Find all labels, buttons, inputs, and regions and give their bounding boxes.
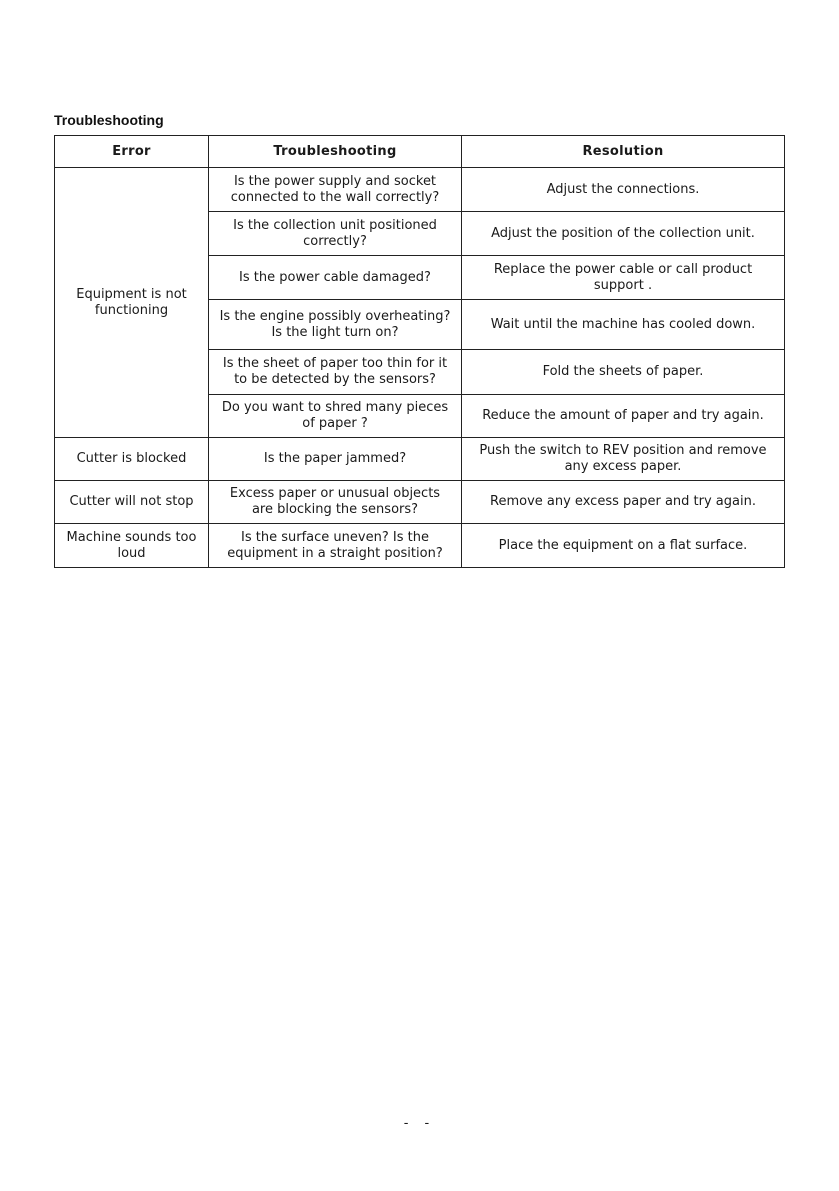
page-number: - - [403, 1116, 436, 1131]
troubleshooting-cell: Is the power supply and socket connected to the wall correctly? [209, 168, 462, 212]
resolution-cell: Replace the power cable or call product support . [462, 256, 785, 300]
table-row [55, 481, 785, 524]
column-header-resolution: Resolution [462, 136, 785, 168]
resolution-cell: Remove any excess paper and try again. [462, 481, 785, 524]
table-row [55, 438, 785, 481]
troubleshooting-cell: Is the sheet of paper too thin for it to be detected by the sensors? [209, 350, 462, 395]
resolution-cell: Adjust the position of the collection unit. [462, 212, 785, 256]
error-cell: Machine sounds too loud [55, 524, 209, 568]
table-header-row [55, 136, 785, 168]
troubleshooting-cell: Excess paper or unusual objects are blocking the sensors? [209, 481, 462, 524]
error-cell: Cutter is blocked [55, 438, 209, 481]
table-row [55, 168, 785, 212]
troubleshooting-cell: Is the power cable damaged? [209, 256, 462, 300]
column-header-troubleshooting: Troubleshooting [209, 136, 462, 168]
troubleshooting-cell: Is the engine possibly overheating? Is the light turn on? [209, 300, 462, 350]
troubleshooting-cell: Is the paper jammed? [209, 438, 462, 481]
error-cell: Cutter will not stop [55, 481, 209, 524]
section-heading: Troubleshooting [54, 112, 164, 128]
troubleshooting-cell: Is the collection unit positioned correctly? [209, 212, 462, 256]
resolution-cell: Place the equipment on a flat surface. [462, 524, 785, 568]
resolution-cell: Fold the sheets of paper. [462, 350, 785, 395]
resolution-cell: Wait until the machine has cooled down. [462, 300, 785, 350]
troubleshooting-cell: Do you want to shred many pieces of paper ? [209, 395, 462, 438]
error-cell: Equipment is not functioning [55, 168, 209, 438]
table-row [55, 524, 785, 568]
troubleshooting-cell: Is the surface uneven? Is the equipment in a straight position? [209, 524, 462, 568]
column-header-error: Error [55, 136, 209, 168]
troubleshooting-table [54, 135, 785, 568]
resolution-cell: Adjust the connections. [462, 168, 785, 212]
resolution-cell: Push the switch to REV position and remove any excess paper. [462, 438, 785, 481]
resolution-cell: Reduce the amount of paper and try again. [462, 395, 785, 438]
